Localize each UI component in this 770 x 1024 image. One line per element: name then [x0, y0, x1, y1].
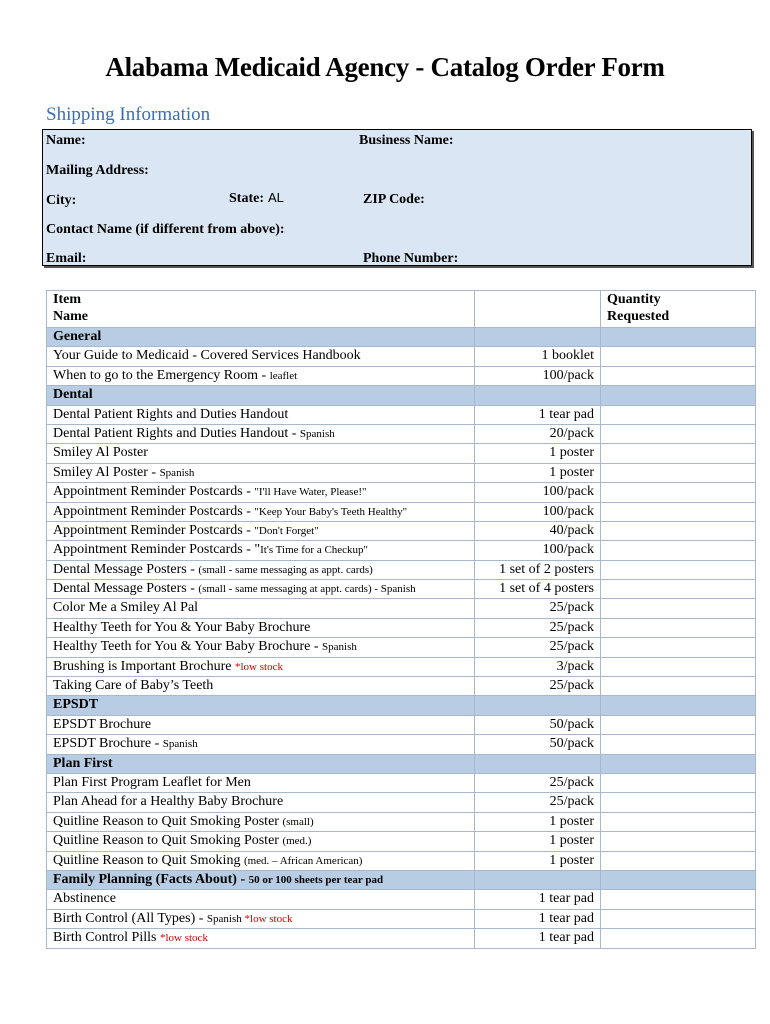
- pack-size: 50/pack: [475, 715, 601, 734]
- contact-name-label[interactable]: Contact Name (if different from above):: [46, 222, 285, 237]
- item-name: Dental Message Posters - (small - same messaging as appt. cards): [47, 560, 475, 579]
- category-row: [47, 386, 756, 405]
- item-name: Appointment Reminder Postcards - "It's Time for a Checkup": [47, 541, 475, 560]
- quantity-requested-input[interactable]: [601, 715, 756, 734]
- category-spacer: [475, 386, 601, 405]
- quantity-requested-input[interactable]: [601, 580, 756, 599]
- item-row: [47, 929, 756, 948]
- quantity-requested-input[interactable]: [601, 735, 756, 754]
- quantity-requested-input[interactable]: [601, 521, 756, 540]
- item-row: [47, 832, 756, 851]
- item-name: Healthy Teeth for You & Your Baby Brochure: [47, 618, 475, 637]
- item-row: [47, 773, 756, 792]
- quantity-requested-input[interactable]: [601, 929, 756, 948]
- item-row: [47, 677, 756, 696]
- pack-size: 25/pack: [475, 638, 601, 657]
- quantity-requested-input[interactable]: [601, 541, 756, 560]
- category-row: [47, 754, 756, 773]
- item-detail: Spanish: [322, 641, 357, 654]
- low-stock-note: *low stock: [159, 932, 208, 945]
- item-row: [47, 909, 756, 928]
- table-header-row: [47, 291, 756, 328]
- item-row: [47, 483, 756, 502]
- pack-size: 1 tear pad: [475, 909, 601, 928]
- category-name: Plan First: [47, 754, 475, 773]
- quantity-requested-input[interactable]: [601, 909, 756, 928]
- item-name: Smiley Al Poster - Spanish: [47, 463, 475, 482]
- item-detail: "I'll Have Water, Please!": [254, 486, 367, 499]
- pack-size: 1 tear pad: [475, 929, 601, 948]
- item-detail: Spanish: [162, 738, 198, 751]
- item-row: [47, 541, 756, 560]
- item-row: [47, 890, 756, 909]
- item-name: Quitline Reason to Quit Smoking Poster (small): [47, 812, 475, 831]
- category-spacer: [475, 870, 601, 889]
- category-spacer: [475, 328, 601, 347]
- pack-size: 1 booklet: [475, 347, 601, 366]
- item-name: Birth Control (All Types) - Spanish *low stock: [47, 909, 475, 928]
- pack-size: 1 set of 2 posters: [475, 560, 601, 579]
- pack-size: 1 poster: [475, 812, 601, 831]
- mailing-address-label[interactable]: Mailing Address:: [46, 163, 149, 178]
- category-qty-cell: [601, 328, 756, 347]
- shipping-form: [42, 129, 752, 266]
- category-qty-cell: [601, 386, 756, 405]
- item-detail: It's Time for a Checkup": [260, 544, 369, 557]
- item-detail: (med. – African American): [243, 854, 363, 867]
- pack-size: 1 tear pad: [475, 890, 601, 909]
- item-name: Quitline Reason to Quit Smoking Poster (med.): [47, 832, 475, 851]
- item-name: Color Me a Smiley Al Pal: [47, 599, 475, 618]
- item-name: Dental Message Posters - (small - same messaging at appt. cards) - Spanish: [47, 580, 475, 599]
- quantity-requested-input[interactable]: [601, 560, 756, 579]
- item-name: Dental Patient Rights and Duties Handout: [47, 405, 475, 424]
- category-row: [47, 870, 756, 889]
- item-row: [47, 424, 756, 443]
- item-name: Birth Control Pills *low stock: [47, 929, 475, 948]
- pack-size: 40/pack: [475, 521, 601, 540]
- item-name: Appointment Reminder Postcards - "Don't Forget": [47, 521, 475, 540]
- item-name: Appointment Reminder Postcards - "I'll Have Water, Please!": [47, 483, 475, 502]
- pack-size: 100/pack: [475, 366, 601, 385]
- spacer-header: [475, 291, 601, 328]
- category-spacer: [475, 696, 601, 715]
- quantity-requested-input[interactable]: [601, 812, 756, 831]
- pack-size: 20/pack: [475, 424, 601, 443]
- state-value: AL: [268, 190, 284, 205]
- item-name: Abstinence: [47, 890, 475, 909]
- category-spacer: [475, 754, 601, 773]
- quantity-requested-input[interactable]: [601, 405, 756, 424]
- quantity-requested-input[interactable]: [601, 638, 756, 657]
- category-qty-cell: [601, 870, 756, 889]
- item-detail: (small - same messaging at appt. cards) - Spanish: [198, 583, 416, 596]
- pack-size: 100/pack: [475, 502, 601, 521]
- quantity-requested-input[interactable]: [601, 502, 756, 521]
- category-row: [47, 328, 756, 347]
- quantity-requested-input[interactable]: [601, 463, 756, 482]
- quantity-header: Quantity Requested: [601, 291, 756, 328]
- item-name: Quitline Reason to Quit Smoking (med. – African American): [47, 851, 475, 870]
- item-detail: "Don't Forget": [254, 524, 319, 537]
- quantity-requested-input[interactable]: [601, 599, 756, 618]
- item-name: Smiley Al Poster: [47, 444, 475, 463]
- item-name: Dental Patient Rights and Duties Handout - Spanish: [47, 424, 475, 443]
- quantity-requested-input[interactable]: [601, 832, 756, 851]
- email-label[interactable]: Email:: [46, 251, 87, 266]
- item-row: [47, 366, 756, 385]
- pack-size: 1 poster: [475, 463, 601, 482]
- pack-size: 1 tear pad: [475, 405, 601, 424]
- pack-size: 25/pack: [475, 773, 601, 792]
- pack-size: 1 poster: [475, 832, 601, 851]
- quantity-requested-input[interactable]: [601, 851, 756, 870]
- item-row: [47, 560, 756, 579]
- pack-size: 25/pack: [475, 599, 601, 618]
- item-row: [47, 599, 756, 618]
- business-name-label[interactable]: Business Name:: [359, 133, 454, 148]
- low-stock-note: *low stock: [234, 660, 283, 673]
- item-name: Plan First Program Leaflet for Men: [47, 773, 475, 792]
- quantity-requested-input[interactable]: [601, 424, 756, 443]
- pack-size: 1 poster: [475, 444, 601, 463]
- phone-number-label[interactable]: Phone Number:: [363, 251, 459, 266]
- low-stock-note: *low stock: [244, 912, 293, 925]
- pack-size: 1 poster: [475, 851, 601, 870]
- page-title: Alabama Medicaid Agency - Catalog Order Form: [105, 52, 665, 82]
- pack-size: 25/pack: [475, 618, 601, 637]
- category-note: 50 or 100 sheets per tear pad: [248, 873, 384, 886]
- quantity-requested-input[interactable]: [601, 347, 756, 366]
- item-row: [47, 405, 756, 424]
- item-detail: (small): [282, 815, 314, 828]
- quantity-requested-input[interactable]: [601, 677, 756, 696]
- state-field[interactable]: [229, 190, 284, 207]
- item-name: EPSDT Brochure: [47, 715, 475, 734]
- item-name: EPSDT Brochure - Spanish: [47, 735, 475, 754]
- item-row: [47, 638, 756, 657]
- category-name: Family Planning (Facts About) - 50 or 100 sheets per tear pad: [47, 870, 475, 889]
- quantity-requested-input[interactable]: [601, 773, 756, 792]
- category-qty-cell: [601, 696, 756, 715]
- pack-size: 50/pack: [475, 735, 601, 754]
- item-detail: Spanish: [159, 466, 195, 479]
- pack-size: 1 set of 4 posters: [475, 580, 601, 599]
- item-detail: Spanish: [299, 427, 335, 440]
- state-label: State:: [229, 191, 264, 206]
- pack-size: 25/pack: [475, 793, 601, 812]
- item-name: Appointment Reminder Postcards - "Keep Your Baby's Teeth Healthy": [47, 502, 475, 521]
- item-row: [47, 521, 756, 540]
- item-row: [47, 715, 756, 734]
- item-name-header: Item Name: [47, 291, 475, 328]
- pack-size: 3/pack: [475, 657, 601, 676]
- category-row: [47, 696, 756, 715]
- city-label[interactable]: City:: [46, 193, 77, 208]
- item-row: [47, 793, 756, 812]
- item-detail: Spanish: [206, 912, 245, 925]
- pack-size: 25/pack: [475, 677, 601, 696]
- item-row: [47, 444, 756, 463]
- category-name: Dental: [47, 386, 475, 405]
- quantity-requested-input[interactable]: [601, 657, 756, 676]
- zip-code-label[interactable]: ZIP Code:: [363, 192, 425, 207]
- catalog-table: [46, 290, 756, 949]
- item-name: Healthy Teeth for You & Your Baby Brochure - Spanish: [47, 638, 475, 657]
- item-detail: (med.): [282, 835, 312, 848]
- quantity-requested-input[interactable]: [601, 890, 756, 909]
- item-name: Plan Ahead for a Healthy Baby Brochure: [47, 793, 475, 812]
- item-row: [47, 657, 756, 676]
- name-label[interactable]: Name:: [46, 133, 86, 148]
- shipping-heading: Shipping Information: [46, 104, 211, 125]
- item-row: [47, 347, 756, 366]
- item-detail: "Keep Your Baby's Teeth Healthy": [254, 505, 408, 518]
- item-detail: leaflet: [269, 369, 298, 382]
- item-row: [47, 618, 756, 637]
- item-row: [47, 735, 756, 754]
- quantity-requested-input[interactable]: [601, 483, 756, 502]
- category-qty-cell: [601, 754, 756, 773]
- category-name: General: [47, 328, 475, 347]
- item-name: Taking Care of Baby’s Teeth: [47, 677, 475, 696]
- item-name: Your Guide to Medicaid - Covered Services Handbook: [47, 347, 475, 366]
- item-detail: (small - same messaging as appt. cards): [198, 563, 373, 576]
- item-name: Brushing is Important Brochure *low stock: [47, 657, 475, 676]
- item-row: [47, 580, 756, 599]
- item-row: [47, 851, 756, 870]
- quantity-requested-input[interactable]: [601, 618, 756, 637]
- quantity-requested-input[interactable]: [601, 444, 756, 463]
- item-name: When to go to the Emergency Room - leaflet: [47, 366, 475, 385]
- category-name: EPSDT: [47, 696, 475, 715]
- pack-size: 100/pack: [475, 541, 601, 560]
- item-row: [47, 812, 756, 831]
- item-row: [47, 463, 756, 482]
- pack-size: 100/pack: [475, 483, 601, 502]
- quantity-requested-input[interactable]: [601, 793, 756, 812]
- quantity-requested-input[interactable]: [601, 366, 756, 385]
- item-row: [47, 502, 756, 521]
